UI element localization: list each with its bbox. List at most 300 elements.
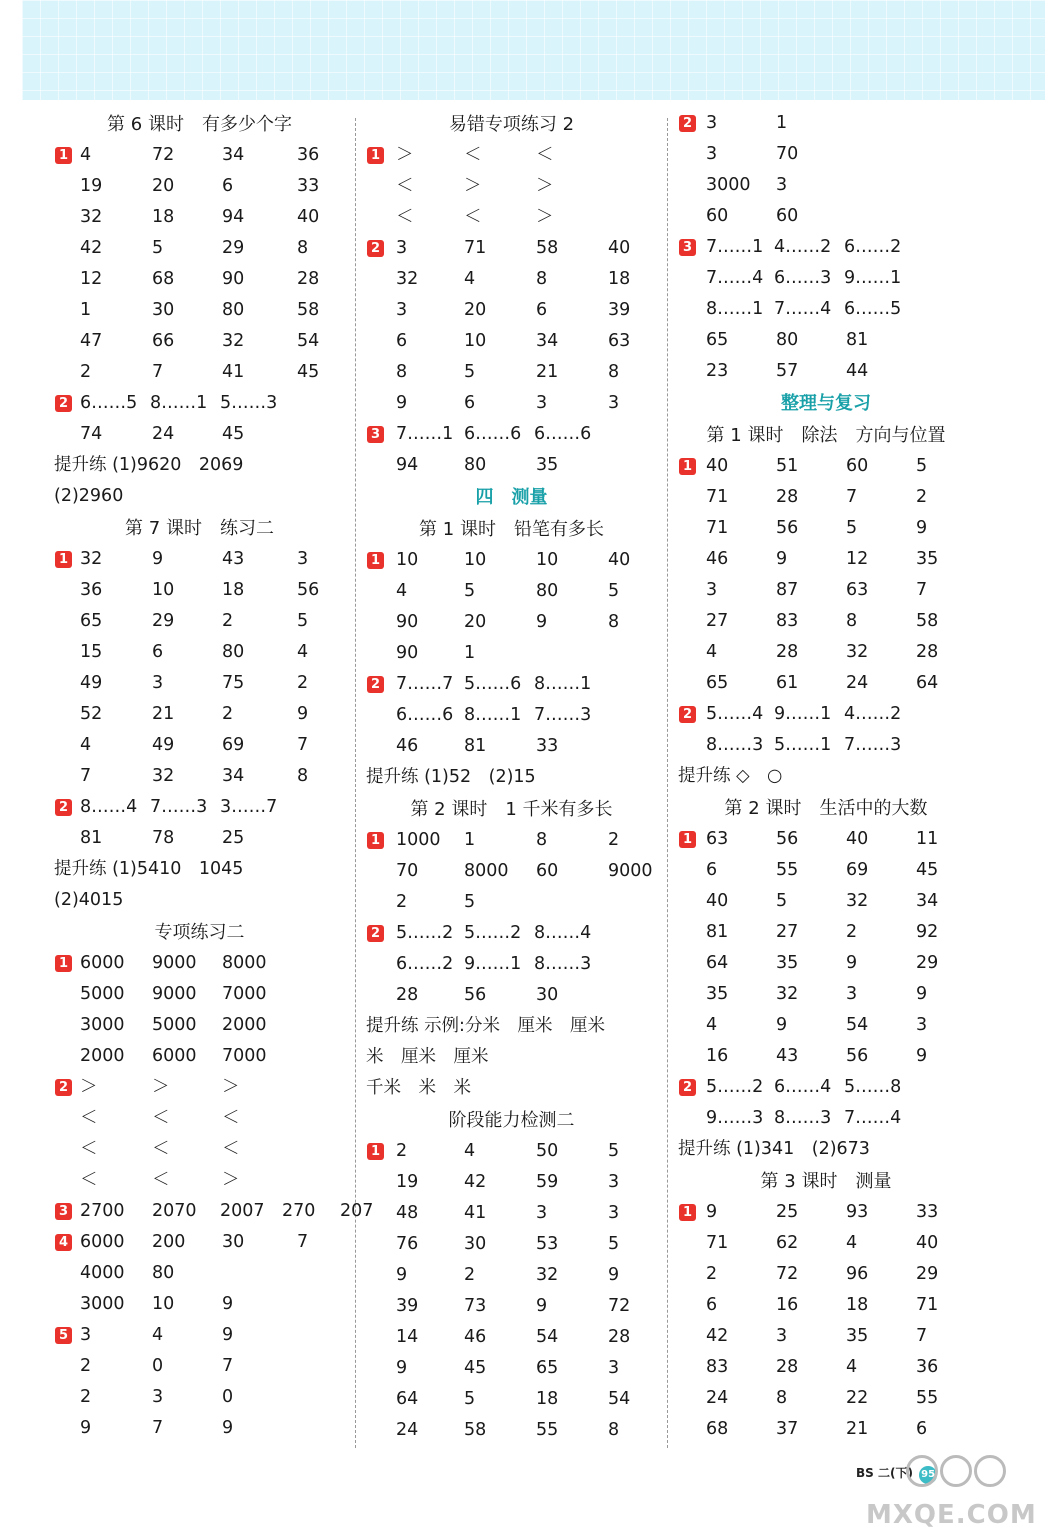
answer-cell: 83 (706, 1357, 729, 1377)
answer-cell: 4……2 (774, 237, 832, 257)
question-number-badge: 1 (679, 458, 696, 475)
answer-row (52, 357, 347, 388)
answer-cell: 63 (706, 829, 729, 849)
answer-cell: 4 (152, 1325, 164, 1345)
answer-cell: 9 (222, 1294, 234, 1314)
answer-cell: 6……2 (396, 954, 454, 974)
answer-cell: 68 (152, 269, 175, 289)
answer-cell: 20 (464, 612, 487, 632)
answer-cell: 9 (916, 1046, 928, 1066)
answer-row (364, 450, 659, 481)
answer-cell: 60 (536, 861, 559, 881)
answer-row (52, 419, 347, 450)
answer-cell: 49 (80, 673, 103, 693)
answer-row (676, 513, 976, 544)
answer-cell: 93 (846, 1202, 869, 1222)
answer-cell: 28 (396, 985, 419, 1005)
answer-cell: 4 (80, 145, 92, 165)
answer-cell: 32 (80, 549, 103, 569)
section-heading: 阶段能力检测二 (448, 1110, 575, 1131)
question-number-badge: 1 (367, 552, 384, 569)
answer-cell: 5000 (80, 984, 125, 1004)
answer-cell: 23 (706, 361, 729, 381)
answer-cell: ＜ (152, 1139, 170, 1159)
answer-row (676, 356, 976, 387)
answer-cell: 9 (706, 1202, 718, 1222)
answer-cell: 24 (846, 673, 869, 693)
watermark-text: MXQE.COM (866, 1500, 1037, 1530)
section-heading: 第 2 课时 生活中的大数 (724, 798, 928, 819)
answer-cell: 3 (706, 144, 718, 164)
answer-cell: 6000 (80, 1232, 125, 1252)
answer-cell: ＞ (536, 176, 554, 196)
answer-cell: 29 (152, 611, 175, 631)
answer-cell: 1 (80, 300, 92, 320)
answer-cell: 2 (464, 1265, 476, 1285)
header-band (22, 0, 1045, 100)
answer-cell: 55 (536, 1420, 559, 1440)
answer-cell: 6 (222, 176, 234, 196)
answer-cell: ＞ (152, 1077, 170, 1097)
answer-cell: 71 (706, 1233, 729, 1253)
answer-cell: 59 (536, 1172, 559, 1192)
answer-cell: 18 (222, 580, 245, 600)
answer-cell: 1 (464, 643, 476, 663)
answer-cell: 58 (536, 238, 559, 258)
answer-row (676, 824, 976, 855)
answer-cell: 7 (297, 1232, 309, 1252)
answer-cell: 12 (80, 269, 103, 289)
answer-cell: 3000 (706, 175, 751, 195)
answer-cell: 29 (916, 953, 939, 973)
answer-cell: 29 (916, 1264, 939, 1284)
answer-cell: 58 (916, 611, 939, 631)
answer-cell: 8 (536, 830, 548, 850)
answer-cell: 9……1 (844, 268, 902, 288)
answer-cell: 9……1 (464, 954, 522, 974)
answer-cell: 7……1 (396, 424, 454, 444)
answer-cell: 4 (464, 269, 476, 289)
answer-cell: 81 (464, 736, 487, 756)
answer-cell: ＜ (464, 145, 482, 165)
answer-line (676, 761, 976, 792)
answer-row (52, 730, 347, 761)
answer-row (676, 1321, 976, 1352)
answer-cell: ＜ (396, 176, 414, 196)
answer-row (364, 233, 659, 264)
answer-cell: 54 (608, 1389, 631, 1409)
answer-row (364, 949, 659, 980)
section-heading: 整理与复习 (781, 393, 871, 414)
answer-cell: 8……4 (534, 923, 592, 943)
answer-row (52, 202, 347, 233)
answer-cell: 36 (916, 1357, 939, 1377)
answer-cell: 4000 (80, 1263, 125, 1283)
answer-row (676, 668, 976, 699)
answer-cell: 52 (80, 704, 103, 724)
answer-cell: 2 (80, 1387, 92, 1407)
answer-cell: 7……4 (706, 268, 764, 288)
question-number-badge: 4 (55, 1234, 72, 1251)
answer-cell: ＜ (80, 1108, 98, 1128)
answer-cell: 25 (222, 828, 245, 848)
answer-row (676, 1259, 976, 1290)
section-heading: 易错专项练习 2 (448, 114, 575, 135)
answer-cell: 32 (846, 891, 869, 911)
answer-cell: 40 (608, 550, 631, 570)
answer-cell: 7 (222, 1356, 234, 1376)
answer-row (52, 823, 347, 854)
answer-cell: 7 (916, 580, 928, 600)
answer-cell: 5000 (152, 1015, 197, 1035)
answer-cell: 3 (706, 113, 718, 133)
answer-cell: 6 (152, 642, 164, 662)
answer-cell: 56 (297, 580, 320, 600)
answer-cell: 3000 (80, 1015, 125, 1035)
answer-cell: ＜ (396, 207, 414, 227)
answer-cell: 18 (608, 269, 631, 289)
answer-cell: 70 (396, 861, 419, 881)
answer-cell: 81 (80, 828, 103, 848)
answer-cell: 8……1 (150, 393, 208, 413)
answer-row (676, 1352, 976, 1383)
answer-cell: 43 (776, 1046, 799, 1066)
answer-cell: 33 (536, 736, 559, 756)
answer-cell: 3 (706, 580, 718, 600)
answer-cell: 3 (80, 1325, 92, 1345)
answer-cell: 8……3 (706, 735, 764, 755)
answer-cell: 56 (846, 1046, 869, 1066)
answer-row (52, 1134, 347, 1165)
answer-cell: 7……3 (150, 797, 208, 817)
answer-cell: 9 (536, 1296, 548, 1316)
answer-cell: 7 (916, 1326, 928, 1346)
answer-cell: 73 (464, 1296, 487, 1316)
answer-cell: 4 (846, 1233, 858, 1253)
answer-cell: 90 (222, 269, 245, 289)
answer-cell: 32 (396, 269, 419, 289)
answer-cell: 40 (846, 829, 869, 849)
answer-cell: 8 (608, 612, 620, 632)
answer-row (364, 856, 659, 887)
question-number-badge: 3 (55, 1203, 72, 1220)
answer-cell: 48 (396, 1203, 419, 1223)
answer-cell: 7000 (222, 1046, 267, 1066)
answer-cell: ＜ (464, 207, 482, 227)
answer-cell: 46 (464, 1327, 487, 1347)
answer-cell: 19 (80, 176, 103, 196)
answer-cell: 8……4 (80, 797, 138, 817)
answer-cell: 14 (396, 1327, 419, 1347)
answer-cell: 4 (464, 1141, 476, 1161)
answer-cell: 30 (152, 300, 175, 320)
answer-cell: 2 (297, 673, 309, 693)
answer-cell: 24 (396, 1420, 419, 1440)
answer-cell: 28 (776, 487, 799, 507)
answer-cell: 3 (846, 984, 858, 1004)
answer-row (52, 1227, 347, 1258)
answer-cell: 8 (396, 362, 408, 382)
answer-cell: 3 (608, 1172, 620, 1192)
answer-cell: ＜ (222, 1139, 240, 1159)
answer-row (52, 171, 347, 202)
answer-row (52, 668, 347, 699)
answer-cell: 9 (396, 393, 408, 413)
question-number-badge: 1 (367, 147, 384, 164)
answer-cell: 32 (846, 642, 869, 662)
answer-cell: 0 (152, 1356, 164, 1376)
answer-cell: 4 (297, 642, 309, 662)
section-heading: 第 2 课时 1 千米有多长 (410, 799, 613, 820)
answer-cell: 2 (396, 1141, 408, 1161)
answer-cell: 27 (706, 611, 729, 631)
answer-row (364, 638, 659, 669)
answer-row (364, 1260, 659, 1291)
answer-cell: 94 (396, 455, 419, 475)
answer-cell: 5 (152, 238, 164, 258)
answer-cell: 8000 (222, 953, 267, 973)
answer-cell: 8000 (464, 861, 509, 881)
answer-cell: 24 (152, 424, 175, 444)
answer-cell: 29 (222, 238, 245, 258)
answer-cell: 32 (80, 207, 103, 227)
answer-cell: 3 (776, 1326, 788, 1346)
answer-text: 米 厘米 厘米 (366, 1047, 489, 1067)
answer-row (676, 139, 976, 170)
answer-cell: 25 (776, 1202, 799, 1222)
answer-cell: 22 (846, 1388, 869, 1408)
answer-cell: 2 (608, 830, 620, 850)
answer-row (52, 544, 347, 575)
answer-cell: 6000 (80, 953, 125, 973)
answer-cell: 49 (152, 735, 175, 755)
answer-cell: 81 (706, 922, 729, 942)
watermark-circle (974, 1455, 1006, 1487)
answer-cell: 80 (222, 642, 245, 662)
answer-cell: 3 (916, 1015, 928, 1035)
answer-text: 提升练 (1)52 (2)15 (366, 767, 536, 787)
answer-cell: 7……4 (774, 299, 832, 319)
answer-cell: 71 (464, 238, 487, 258)
section-heading: 第 3 课时 测量 (760, 1171, 892, 1192)
answer-cell: 65 (80, 611, 103, 631)
answer-row (676, 263, 976, 294)
answer-row (52, 233, 347, 264)
answer-row (364, 1291, 659, 1322)
answer-cell: 6 (916, 1419, 928, 1439)
answer-cell: 36 (80, 580, 103, 600)
answer-cell: ＜ (152, 1108, 170, 1128)
answer-row (52, 264, 347, 295)
answer-row (676, 855, 976, 886)
answer-row (364, 202, 659, 233)
answer-cell: 6000 (152, 1046, 197, 1066)
answer-cell: 9 (297, 704, 309, 724)
answer-cell: 8……1 (706, 299, 764, 319)
answer-row (676, 606, 976, 637)
answer-row (364, 669, 659, 700)
answer-cell: 72 (152, 145, 175, 165)
answer-cell: 51 (776, 456, 799, 476)
answer-column-3 (676, 108, 976, 1445)
answer-row (52, 140, 347, 171)
answer-cell: 80 (464, 455, 487, 475)
answer-cell: 81 (846, 330, 869, 350)
answer-row (676, 1414, 976, 1445)
answer-cell: ＜ (80, 1170, 98, 1190)
answer-cell: 5 (916, 456, 928, 476)
answer-cell: 4 (706, 642, 718, 662)
answer-text: 提升练 (1)341 (2)673 (678, 1139, 870, 1159)
answer-cell: 5……3 (220, 393, 278, 413)
answer-cell: 3 (776, 175, 788, 195)
answer-cell: 42 (706, 1326, 729, 1346)
answer-cell: 6……6 (464, 424, 522, 444)
answer-cell: 5 (608, 581, 620, 601)
answer-cell: 35 (776, 953, 799, 973)
answer-cell: 9 (846, 953, 858, 973)
answer-row (676, 1290, 976, 1321)
answer-cell: 72 (608, 1296, 631, 1316)
section-heading: 第 6 课时 有多少个字 (107, 114, 292, 135)
answer-cell: 56 (776, 518, 799, 538)
answer-row (364, 357, 659, 388)
answer-cell: 54 (536, 1327, 559, 1347)
answer-cell: 75 (222, 673, 245, 693)
answer-row (52, 1196, 374, 1227)
answer-cell: 34 (222, 145, 245, 165)
section-heading: 第 7 课时 练习二 (125, 518, 274, 539)
answer-cell: 33 (916, 1202, 939, 1222)
answer-cell: 32 (222, 331, 245, 351)
answer-cell: 5 (464, 1389, 476, 1409)
answer-row (364, 326, 659, 357)
answer-row (676, 979, 976, 1010)
answer-cell: 54 (846, 1015, 869, 1035)
answer-row (364, 918, 659, 949)
answer-cell: 45 (222, 424, 245, 444)
answer-cell: 50 (536, 1141, 559, 1161)
answer-text: 千米 米 米 (366, 1078, 471, 1098)
answer-cell: 2000 (222, 1015, 267, 1035)
answer-cell: ＞ (536, 207, 554, 227)
answer-row (676, 575, 976, 606)
answer-cell: 40 (706, 456, 729, 476)
answer-cell: 43 (222, 549, 245, 569)
answer-cell: 9 (80, 1418, 92, 1438)
answer-cell: 8……1 (534, 674, 592, 694)
answer-text: 提升练 (1)9620 2069 (54, 455, 244, 475)
answer-cell: 65 (536, 1358, 559, 1378)
answer-row (52, 575, 347, 606)
answer-cell: 18 (152, 207, 175, 227)
answer-cell: 7……1 (706, 237, 764, 257)
answer-cell: 8 (846, 611, 858, 631)
answer-cell: 46 (706, 549, 729, 569)
answer-cell: 64 (706, 953, 729, 973)
answer-cell: 4 (846, 1357, 858, 1377)
answer-row (52, 1351, 347, 1382)
question-number-badge: 1 (679, 1204, 696, 1221)
answer-row (676, 917, 976, 948)
question-number-badge: 1 (55, 955, 72, 972)
answer-row (52, 979, 347, 1010)
answer-cell: 55 (776, 860, 799, 880)
answer-cell: 32 (536, 1265, 559, 1285)
answer-cell: 7 (297, 735, 309, 755)
answer-cell: 87 (776, 580, 799, 600)
answer-cell: 6 (464, 393, 476, 413)
question-number-badge: 5 (55, 1327, 72, 1344)
answer-cell: 6……5 (80, 393, 138, 413)
answer-cell: 61 (776, 673, 799, 693)
answer-cell: 9 (152, 549, 164, 569)
answer-cell: 6 (536, 300, 548, 320)
answer-cell: 6……5 (844, 299, 902, 319)
answer-cell: 46 (396, 736, 419, 756)
answer-cell: 21 (152, 704, 175, 724)
answer-cell: 18 (846, 1295, 869, 1315)
answer-cell: 63 (608, 331, 631, 351)
answer-cell: 28 (776, 1357, 799, 1377)
answer-cell: 21 (846, 1419, 869, 1439)
answer-cell: 80 (776, 330, 799, 350)
answer-cell: 27 (776, 922, 799, 942)
answer-cell: 80 (152, 1263, 175, 1283)
question-number-badge: 1 (367, 832, 384, 849)
answer-cell: 9 (608, 1265, 620, 1285)
edition-label: BS 二(下) (856, 1466, 913, 1480)
answer-cell: 60 (706, 206, 729, 226)
answer-cell: 9000 (152, 984, 197, 1004)
column-divider (667, 118, 668, 1448)
answer-line (52, 885, 347, 916)
answer-cell: 7 (152, 362, 164, 382)
answer-cell: 28 (297, 269, 320, 289)
answer-cell: 2 (706, 1264, 718, 1284)
answer-cell: 35 (536, 455, 559, 475)
answer-cell: 76 (396, 1234, 419, 1254)
answer-row (52, 1165, 347, 1196)
answer-cell: 30 (222, 1232, 245, 1252)
question-number-badge: 2 (367, 676, 384, 693)
answer-row (676, 294, 976, 325)
answer-cell: 9 (222, 1418, 234, 1438)
answer-line (364, 1042, 659, 1073)
answer-cell: 56 (464, 985, 487, 1005)
answer-row (676, 325, 976, 356)
answer-cell: 2007 (220, 1201, 265, 1221)
answer-column-1 (52, 108, 374, 1444)
answer-cell: 7 (80, 766, 92, 786)
answer-cell: 15 (80, 642, 103, 662)
answer-row (676, 544, 976, 575)
answer-cell: 6 (396, 331, 408, 351)
answer-cell: 7000 (222, 984, 267, 1004)
answer-row (52, 637, 347, 668)
answer-cell: 9 (776, 549, 788, 569)
answer-row (52, 1103, 347, 1134)
answer-cell: 40 (297, 207, 320, 227)
answer-cell: 68 (706, 1419, 729, 1439)
answer-cell: 2 (222, 704, 234, 724)
section-heading: 第 1 课时 铅笔有多长 (419, 519, 604, 540)
answer-cell: 12 (846, 549, 869, 569)
answer-cell: 2 (222, 611, 234, 631)
answer-cell: 3 (396, 300, 408, 320)
question-number-badge: 3 (367, 426, 384, 443)
answer-row (52, 792, 347, 823)
